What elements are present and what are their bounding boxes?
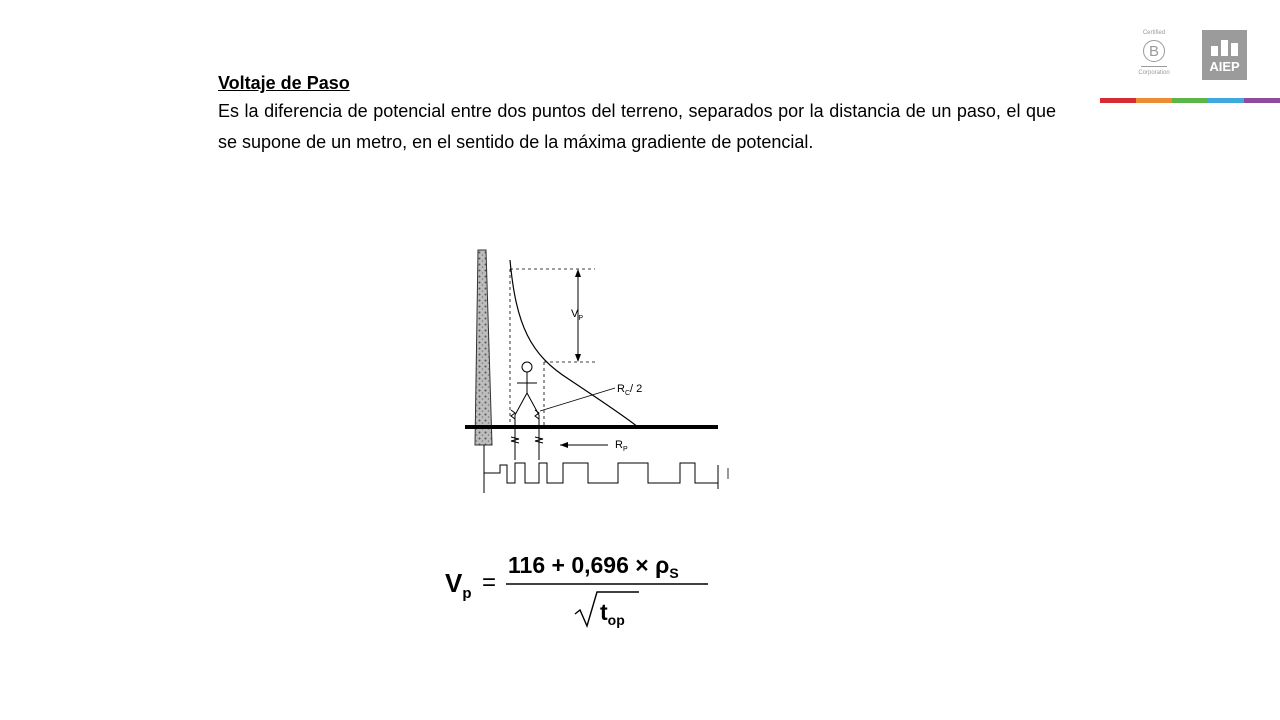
- stripe-red: [1100, 98, 1136, 103]
- bcorp-circle-icon: [1143, 40, 1165, 62]
- stripe-green: [1172, 98, 1208, 103]
- stripe-purple: [1244, 98, 1280, 103]
- bcorp-letter: B: [1148, 42, 1159, 60]
- aiep-logo: [1202, 30, 1247, 80]
- aiep-label: AIEP: [1209, 59, 1240, 74]
- header-color-stripe: [1100, 98, 1280, 103]
- stripe-orange: [1136, 98, 1172, 103]
- header-logos: [1100, 28, 1280, 106]
- rc-leader: [540, 388, 615, 411]
- tower-pole: [475, 250, 492, 445]
- formula-numerator: $116 + 0,696 \times \rho_S$: [508, 552, 679, 581]
- step-voltage-formula: [440, 540, 720, 635]
- rp-label: $R_P$: [615, 439, 628, 453]
- rc-label: $R_C/$ 2: [617, 383, 643, 397]
- bcorp-divider: [1141, 66, 1167, 67]
- step-voltage-diagram: [460, 245, 735, 500]
- slide-content: [218, 70, 1056, 158]
- definition-paragraph: Es la diferencia de potencial entre dos puntos del terreno, separados por la distancia de un paso, el que se supone de un metro, en el sentido de la máxima gradiente de potencial.: [218, 101, 1056, 152]
- bcorp-top-text: Certified: [1142, 30, 1166, 36]
- slide-title: Voltaje de Paso: [218, 73, 350, 93]
- person-head: [522, 362, 532, 372]
- vp-label: $V_P$: [571, 308, 584, 322]
- potential-curve: [510, 260, 638, 427]
- formula-lhs: $V_p$: [445, 568, 472, 602]
- formula-equals: =: [482, 569, 497, 596]
- ground-mesh: [484, 445, 718, 493]
- bcorp-logo: [1136, 30, 1172, 80]
- formula-denominator: $t_{op}$: [600, 599, 625, 628]
- bcorp-bottom-text: Corporation: [1138, 70, 1170, 76]
- stripe-blue: [1208, 98, 1244, 103]
- aiep-buildings-icon: [1211, 40, 1239, 56]
